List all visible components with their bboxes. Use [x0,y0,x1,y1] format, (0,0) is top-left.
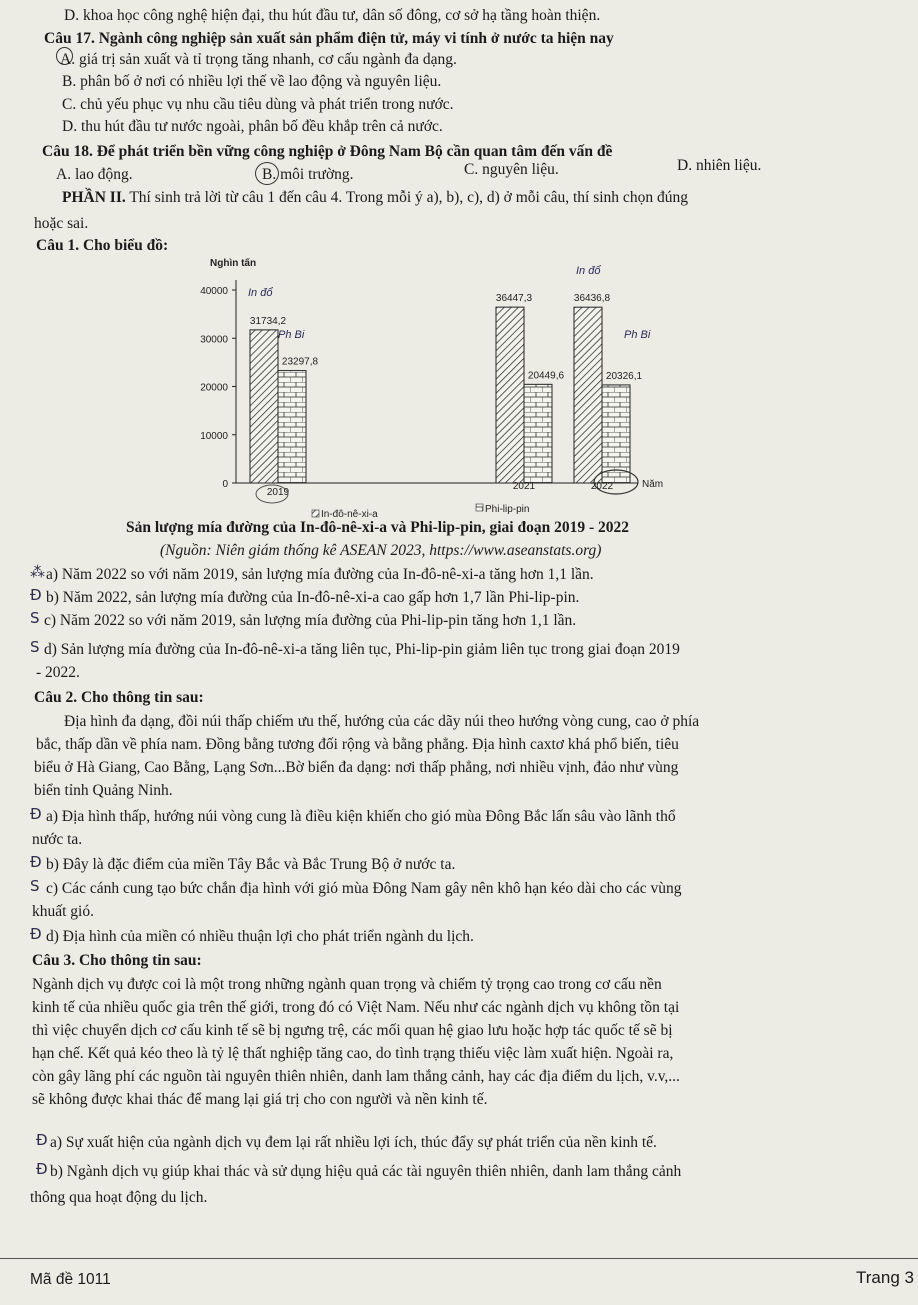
pen-mark: Ɖ [36,1131,48,1149]
x-tick-label: 2021 [512,481,536,492]
c1-statement-a: a) Năm 2022 so với năm 2019, sản lượng mía đường của In-đô-nê-xi-a tăng hơn 1,1 lần. [46,566,594,583]
y-tick-label: 30000 [200,334,228,346]
bar-philippines-2021 [524,384,552,483]
q18-option-a: A. lao động. [56,166,133,183]
bar-value-label: 23297,8 [281,356,319,368]
x-axis-title: Năm [642,479,664,490]
bar-philippines-2022 [602,385,630,483]
part2-heading: PHẦN II. [62,189,126,206]
bar-indonesia-2021 [496,307,524,483]
pen-mark: Ɖ [30,586,42,604]
q18-option-c: C. nguyên liệu. [464,161,559,178]
bar-philippines-2019 [278,371,306,483]
c2-statement-d: d) Địa hình của miền có nhiều thuận lợi cho phát triển ngành du lịch. [46,928,474,945]
c3-stem: Câu 3. Cho thông tin sau: [32,952,202,969]
x-tick-label: 2019 [266,487,290,498]
c2-statement-c: c) Các cánh cung tạo bức chắn địa hình với gió mùa Đông Nam gây nên khô hạn kéo dài cho các vùng [46,880,682,897]
c1-statement-d: d) Sản lượng mía đường của In-đô-nê-xi-a tăng liên tục, Phi-lip-pin giảm liên tục trong giai đoạn 2019 [44,641,680,658]
footer-divider [0,1258,918,1259]
pen-mark: Ɖ [30,925,42,943]
q17-option-d: D. thu hút đầu tư nước ngoài, phân bố đều khắp trên cả nước. [62,118,443,135]
c2-statement-a-cont: nước ta. [32,831,83,848]
bar-value-label: 36436,8 [573,293,611,305]
q17-option-a: A. giá trị sản xuất và tỉ trọng tăng nhanh, cơ cấu ngành đa dạng. [60,51,457,68]
q17-option-c: C. chủ yếu phục vụ nhu cầu tiêu dùng và phát triển trong nước. [62,96,454,113]
c1-statement-d-cont: - 2022. [36,664,80,681]
part2-text-cont: hoặc sai. [34,215,89,232]
c3-passage: Ngành dịch vụ được coi là một trong những ngành quan trọng và chiếm tỷ trọng cao trong cơ cấu nền [32,976,662,993]
bar-indonesia-2019 [250,330,278,483]
c1-statement-c: c) Năm 2022 so với năm 2019, sản lượng mía đường của Phi-lip-pin tăng hơn 1,1 lần. [44,612,577,629]
c2-statement-c-cont: khuất gió. [32,903,94,920]
pen-mark: S [30,609,40,627]
bar-indonesia-2022 [574,307,602,483]
c3-passage: kinh tế của nhiều quốc gia trên thế giới, trong đó có Việt Nam. Nếu như các ngành dịch vụ không tồn tại [32,999,680,1016]
c3-passage: sẽ không được khai thác để mang lại giá trị cho con người và nền kinh tế. [32,1091,488,1108]
c2-passage: biển tỉnh Quảng Ninh. [34,782,173,799]
q17-stem: Câu 17. Ngành công nghiệp sản xuất sản phẩm điện tử, máy vi tính ở nước ta hiện nay [44,30,614,47]
part2-text: Thí sinh trả lời từ câu 1 đến câu 4. Trong mỗi ý a), b), c), d) ở mỗi câu, thí sinh chọn đúng [129,189,688,206]
bar-value-label: 31734,2 [249,315,287,327]
legend-swatch-philippines [476,504,483,511]
c2-statement-a: a) Địa hình thấp, hướng núi vòng cung là điều kiện khiến cho gió mùa Đông Bắc lấn sâu vào lãnh thổ [46,808,676,825]
y-tick-label: 40000 [200,286,228,297]
q17-option-b: B. phân bố ở nơi có nhiều lợi thế về lao động và nguyên liệu. [62,73,442,90]
bar-value-label: 20326,1 [605,370,643,382]
c3-passage: còn gây lãng phí các nguồn tài nguyên thiên nhiên, danh lam thắng cảnh, hay các địa điểm du lịch, v.v,... [32,1068,680,1085]
y-axis-title: Nghìn tấn [210,258,257,269]
exam-code: Mã đề 1011 [30,1271,111,1288]
legend-swatch-indonesia [312,510,319,517]
y-tick-label: 20000 [200,382,228,394]
part2-instruction [62,188,688,208]
c3-statement-b: b) Ngành dịch vụ giúp khai thác và sử dụng hiệu quả các tài nguyên thiên nhiên, danh lam thắng cảnh [50,1163,682,1180]
handwritten-note: In đổ [576,265,601,277]
c2-statement-b: b) Đây là đặc điểm của miền Tây Bắc và Bắc Trung Bộ ở nước ta. [46,856,456,873]
pen-mark: Ɖ [36,1160,48,1178]
q16-option-d: D. khoa học công nghệ hiện đại, thu hút đầu tư, dân số đông, cơ sở hạ tầng hoàn thiện. [64,7,601,24]
pen-mark: S [30,877,40,895]
chart-source: (Nguồn: Niên giám thống kê ASEAN 2023, https://www.aseanstats.org) [160,542,602,559]
chart-caption: Sản lượng mía đường của In-đô-nê-xi-a và Phi-lip-pin, giai đoạn 2019 - 2022 [126,519,630,536]
c3-passage: hạn chế. Kết quả kéo theo là tỷ lệ thất nghiệp tăng cao, do tình trạng thiếu việc làm xuất hiện. Ngoài ra, [32,1045,674,1062]
c2-passage: bắc, thấp dần về phía nam. Đồng bằng tương đối rộng và bằng phẳng. Địa hình caxtơ khá phổ biến, tiêu [36,736,679,753]
pen-mark: S [30,638,40,656]
c3-statement-b-cont: thông qua hoạt động du lịch. [30,1189,208,1206]
c2-stem: Câu 2. Cho thông tin sau: [34,689,204,706]
y-tick-label: 10000 [200,430,228,442]
c3-passage: thì việc chuyển dịch cơ cấu kinh tế sẽ bị ngưng trệ, các mối quan hệ giao lưu hoặc hợp tác quốc tế sẽ bị [32,1022,673,1039]
c1-stem: Câu 1. Cho biểu đồ: [36,237,169,254]
x-tick-label: 2022 [590,481,614,492]
q18-option-d: D. nhiên liệu. [677,157,762,174]
bar-value-label: 20449,6 [527,370,565,382]
pen-mark: ⁂ [30,563,45,581]
pen-mark: Ɖ [30,853,42,871]
handwritten-note: In đổ [248,287,273,299]
c1-statement-b: b) Năm 2022, sản lượng mía đường của In-đô-nê-xi-a cao gấp hơn 1,7 lần Phi-lip-pin. [46,589,580,606]
handwritten-note: Ph Bi [624,329,651,341]
bar-value-label: 36447,3 [495,293,533,305]
q18-option-b: B. môi trường. [262,166,354,183]
c2-passage: biểu ở Hà Giang, Cao Bằng, Lạng Sơn...Bờ biển đa dạng: nơi thấp phẳng, nơi nhiều vịnh, đảo như vùng [34,759,679,776]
c3-statement-a: a) Sự xuất hiện của ngành dịch vụ đem lại rất nhiều lợi ích, thúc đẩy sự phát triển của nền kinh tế. [50,1134,657,1151]
handwritten-note: Ph Bi [278,329,305,341]
y-tick-label: 0 [222,479,228,490]
legend-label-philippines: Phi-lip-pin [485,504,530,515]
page-number: Trang 3 [856,1268,914,1287]
legend-label-indonesia: In-đô-nê-xi-a [321,509,378,520]
c2-passage: Địa hình đa dạng, đồi núi thấp chiếm ưu thế, hướng của các dãy núi theo hướng vòng cung, cao ở phía [64,713,700,730]
q18-stem: Câu 18. Để phát triển bền vững công nghiệp ở Đông Nam Bộ cần quan tâm đến vấn đề [42,143,613,160]
pen-mark: Ɖ [30,805,42,823]
sugar-production-chart [170,252,690,527]
